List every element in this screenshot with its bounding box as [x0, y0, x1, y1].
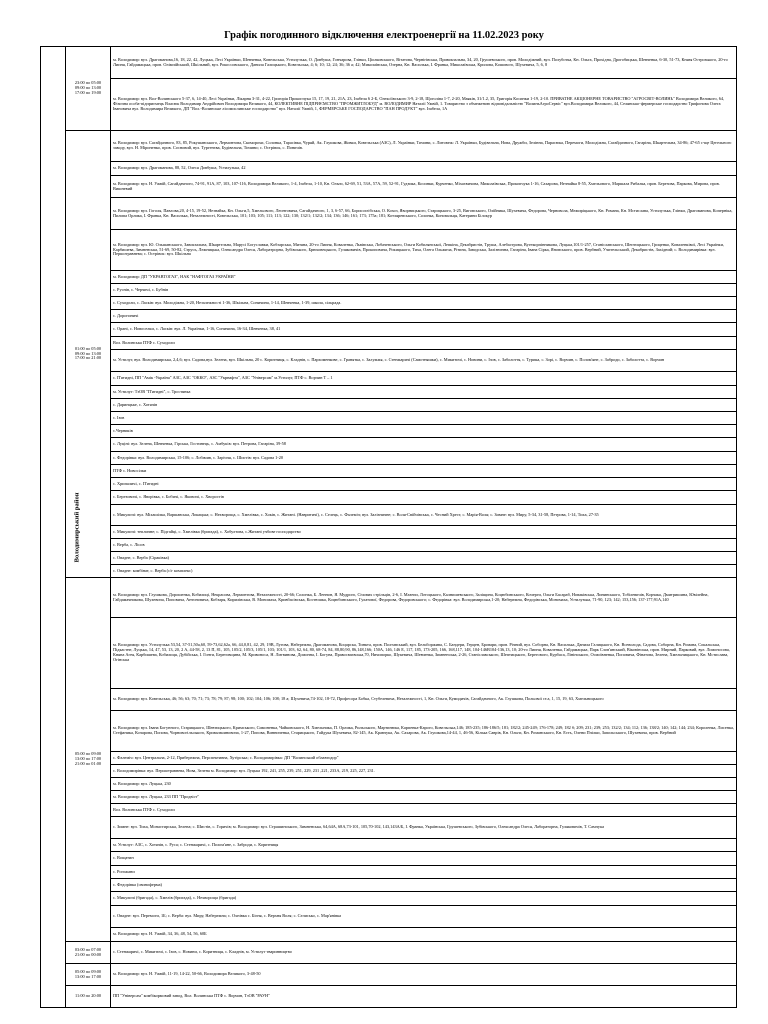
address-list: с. Фалеміч: вул. Центральна, 2-12, Прибережна, Перспективна, Хутірська; с. Володимирівка: ДП "Волинський облавтодор"	[111, 752, 737, 765]
time-slot-cell	[66, 47, 111, 131]
schedule-row	[41, 372, 737, 386]
time-slot: 21:00 по 00:00	[74, 951, 102, 957]
address-list: с. Луціні: вул. Зелена, Шевченка, Гірська, Гостинець, с. Амбуків: вул. Петрова, Гагаріна, 39-58	[111, 438, 737, 452]
schedule-row	[41, 79, 737, 131]
address-list: с. П'ятидні, ПП "Амік -Україна" АЗС, АЗС "ОККО", АЗС "Укрнафта", АЗС "Універсам" м.Устилуг, ПТФ с. Ворчин Т – 1	[111, 372, 737, 386]
region-label: Володимирський район	[73, 492, 81, 562]
schedule-row	[41, 297, 737, 310]
schedule-row	[41, 879, 737, 892]
address-list: с.Черників	[111, 425, 737, 438]
schedule-row	[41, 198, 737, 230]
address-list: Вол. Волинська ПТФ с. Суходоли	[111, 337, 737, 350]
schedule-row	[41, 539, 737, 552]
schedule-row	[41, 711, 737, 752]
time-slot: 09:00 по 13:00	[74, 85, 102, 91]
schedule-row	[41, 478, 737, 491]
address-list: с. Стенжаричі, с. Микитичі, с. Ізов, с. Новини, с. Коритниця, с. Кладнів, м. Устилуг тваринництво	[111, 942, 737, 964]
address-list: с. Березовичі, с. Яворівка, с. Бобичі, с. Яковичі, с. Хворостів	[111, 491, 737, 505]
address-list: с. Вощатин	[111, 852, 737, 866]
address-list: с. Микуличі: вул. Міхашілка, Варшавська, Локацька; с. Нехвороща, с. Хмелівка, с. Хоків, с. Житані. (Навритичі), с. Селець, с. Фалеміч; вул. Залізничне; с. Воля-Свійчівська, с. Чесний Хрест, с. Марія-Воля; с. Зимне: вул. Миру, 5-34, 31-58, Петрова, 1-14, Тиха, 27-35	[111, 505, 737, 526]
address-list: ПП "Універсам" комбікормовий завод, Вол. Волинська ПТФ с. Ворчин, ТзОВ "РАУН"	[111, 986, 737, 1008]
address-list: м. Володимир: вул. Ю. Ольшанського, Завокзальна, Шкартельна, Марусі Богуславки, Кобзарська, Митяна, 20-го Липня, Коваленка, Львівська, Лобачевського, Ольги Кобилянської, Лепкіна, Декабристів, Труша, Алебастрова, Вугекорпінникова, Луцька,101/1-257, Станіславського, Шептицького, Гриценко, Коваленківої, Лесі Українки, Карбишева, Зимненська, 51-69, 50-82, Струсь, Лежницька, Олександра Олеся, Лаборатрорна, Зубівського, Брюховецького, Гуляковичів, Прокоповича, Рокицького, Тиха, Олега Ольжича, Рітина, Заводська, Залізнична, Гагаріна, Івана Сірка, Яновського, пров. Вербний, Учительський, Декабристів, Західний; с. Володимирівка: вул. Першотравнева; с. Острівок: вул. Шкільна	[111, 230, 737, 271]
address-list: с. Рогожани	[111, 866, 737, 879]
address-list: с. Овадне, с. Верба (Сіраківка)	[111, 552, 737, 565]
time-slot: 09:00 по 13:00	[74, 350, 102, 356]
time-slot: 01:00 по 05:00	[74, 345, 102, 351]
address-list: с. Даринцьке, с. Хотячів	[111, 399, 737, 412]
time-slot: 13:00 по 17:00	[74, 756, 102, 762]
address-list: м. Володимир: вул. Гоголя, Павлова,20, 4-15, 19-52, Незнайка, Кн. Ольги,5, Хмельового, Леонтовича, Сагайдачного, 1, 3, 6-57, 66, Борисоглібська, О. Кохоз, Яворницького, Старицького, 3-25, Виговського, Олійника, Шухевича, Федорова, Черновола, Межиріцького, Кн. Романа, Кн. Мстислава, Устилузька, Глінки, Драгоманова, Копернікa, Пилипа Орлика, І. Франка, Кн. Василька, Незалежності, Ковельська, 101; 103; 105; 111; 113; 122; 130; 132/1; 132/2; 134; 136; 146; 161; 173; 175а; 181; Котляревського, Солонка, Коновальця, Катерини Білокур	[111, 198, 737, 230]
address-list: Вол. Волинська ПТФ с. Суходоли	[111, 804, 737, 817]
schedule-row	[41, 505, 737, 526]
schedule-row	[41, 465, 737, 478]
schedule-row	[41, 852, 737, 866]
schedule-row	[41, 271, 737, 284]
address-list: м. Володимир: вул. Івана Богунного, Старицького, Шевтицького, Кримського, Симоненка, Чайковського, Н. Хмельника, П. Орлика, Рильського, Мартинюка, Карпенка-Карого, Ковельська,146; 185-235; 186-186/5; 181; 182/2; 245-249; 176-178; 249; 182 б; 209; 231; 239; 253; 132/2; 134; 112; 136; 138/2; 140; 142; 144; 234; Короленка, Лисенка, Стефаника, Кочарова, Попова, Чорновогільського, Кривальчиновича, 1-27, Попова, Винниченка, Старицького, Гайдука Шухевича, 82-145, Ак. Кравчука, Ак. Сахарова, Ак. Глушкова,14-44, 1, 46-56, Кілька Саврів, Кн. Ольги, Кн. Романського, Кн. Есть, Олени Пчілки, Запольського, Шухевича, пров. Вербний	[111, 711, 737, 752]
address-list: с. Руснів, с. Черчичі, с. Бубнів	[111, 284, 737, 297]
time-slot-cell	[66, 942, 111, 964]
schedule-row	[41, 866, 737, 879]
schedule-row	[41, 986, 737, 1008]
schedule-row	[41, 230, 737, 271]
time-slot: 17:00 по 19:00	[74, 89, 102, 95]
outage-schedule-table	[40, 46, 737, 1008]
schedule-row	[41, 778, 737, 791]
schedule-row	[41, 552, 737, 565]
schedule-row	[41, 752, 737, 765]
schedule-row	[41, 565, 737, 578]
schedule-row	[41, 765, 737, 778]
address-list: м. Володимир: вул. Драгоманова,16, 18, 22, 42, Луцька, Лесі Українки, Шевченка, Ковельська, Устилузька, О. Довбуша, Гончарова, Глінки, Ціолковського, Вітатова, Чернігівська, Привокзальна, 34, 20, Грушевського, пров. Молодіжний, вул. Полуботка, Кн. Ольга, Прохідна, Дрогобицька, Шевченка, 6-30, 51-73, Князя Острозького, 20-го Липня, Гайдамацька, пров. Олімпійський, Шкільний, вул. Рокоссовського, Данила Галицького, Ковельська, 4; 6; 10; 12; 24; 36; 36 а; 42; Миколаївська, Озерна, Кн. Василька, І. Франка, Миколаївська, Крилова, Кошового, Шухевича, 5, 6, 8	[111, 47, 737, 79]
schedule-row	[41, 162, 737, 176]
address-list: м. Володимир: ДП "УКРАВТОГАЗ", НАК "НАФТОГАЗ УКРАЇНИ"	[111, 271, 737, 284]
time-slot: 13:00 по 17:00	[74, 973, 102, 979]
schedule-row	[41, 526, 737, 539]
time-slot: 17:00 по 21:00	[74, 355, 102, 361]
address-list: м. Володимир: вул. Драгоманова, 88, 52, Олеся Довбуша, Устилузька, 42	[111, 162, 737, 176]
address-list: м. Володимир: вул. Луцька, 233 ПП "Продвіст"	[111, 791, 737, 804]
schedule-row	[41, 491, 737, 505]
schedule-row	[41, 399, 737, 412]
schedule-row	[41, 47, 737, 79]
address-list: с. Овадне: вул. Перемоги, 1Б; с. Верба: вул. Миру, Набережна; с. Охнівка с. Бієня, с. Верхня Воля; с. Селисько, с. Мар'янівка	[111, 906, 737, 928]
schedule-row	[41, 350, 737, 372]
address-list: с. Суходоли, с. Ласків: вул. Молодіжна, 1-20, Незалежності 1-36, Шкільна, Соничина, 1-14, Шевченка, 1-39, школа, сільрада.	[111, 297, 737, 310]
address-list: м. Володимир: вул. Устилузька 53,54, 37-51,50а,60, 59-73,62,62а, 66, 44,0,81, 42, 29, 19В, Лугова, Набережна, Драгоманова, Коцарска, Тинкта, пров. Полтавський, вул. Бельборжива, С. Бандери, Герцен, Бровари, пров. Річний, вул. Соборна, Кн. Василька, Данила Галицького, Кн. Всеволода, Садова, Соборна, Кн. Романа, Сокальська, Підкастне, Луцька, 14, 47, 53, 13, 20, 2 А, 44-58, 2, 13 П, 81, 105, 105/2, 105/3, 105/1, 103; 101/1, 103, 62, 64, 80, 68-74, 84, 88,80,90, 86,148,166; 150А, 146, 146 Е, 117, 185, 173-205, 166, 168,117, 148, 104-146В104-136,13, 10; 20-го Липня, Коваленка, Гайдамацька, Парк Слов'янський, Віковінська, пров. Мирний, Парковий, вул. Ломоносова, Княна Агея, Карбишева, Кобилиця, Дубійська, І. Гонти, Береговщина, М. Кривоноса, Н. Литвинова, Домонна, І. Богуна, Правосваєвська,70, Ничипорко, Шукевича, Шевченка, Зимненська, 2-26, Станіславського, Шептицького, Берегового, Курбаса, Лінінського, Осмоївненка, Поповича, Фінатова, Зелена, Хмельницького, Кн. Мстислава, Огінська	[111, 618, 737, 689]
address-list: м. Устилуг: ТзОВ "П'ятидні", с. Тростянка	[111, 386, 737, 399]
time-slot: 11:00 по 20:00	[74, 993, 101, 999]
schedule-row	[41, 412, 737, 425]
schedule-row	[41, 438, 737, 452]
address-list: с. Микуличі (бригада), с. Хмелів (бригада), с. Нехвороща (бригада)	[111, 892, 737, 906]
time-slot-cell	[66, 578, 111, 942]
time-slot: 03:00 по 07:00	[74, 946, 102, 952]
schedule-row	[41, 839, 737, 852]
schedule-row	[41, 310, 737, 323]
schedule-row	[41, 323, 737, 337]
address-list: с. Володимирівка: вул. Першотравнева, Нова, Зелена м. Володимир: вул. Луцька 192, 241, 255, 239, 251, 229, 231 ,221, 233А, 219, 225, 227, 231.	[111, 765, 737, 778]
time-slot: 21:00 по 01:00	[74, 760, 102, 766]
schedule-row	[41, 964, 737, 986]
schedule-row	[41, 817, 737, 839]
schedule-row	[41, 386, 737, 399]
time-slot-cell	[66, 131, 111, 578]
schedule-row	[41, 892, 737, 906]
schedule-row	[41, 689, 737, 711]
schedule-row	[41, 337, 737, 350]
address-list: с. Хрипаличі, с. П'ятидні	[111, 478, 737, 491]
schedule-row	[41, 942, 737, 964]
address-list: м. Володимир: вул. Луцька, 230	[111, 778, 737, 791]
address-list: с. Зимне: вул. Тиха, Монастирська, Зелена; с. Шистів, с. Горичів; м. Володимир: вул. Страшинського, Зимненська, 64,64А, 68А,73-101, 105,70-102, 143,143А/Б, І. Франка, Українська, Грушевського, Зубівського, Олександра Олеся, Лабораторна, Гуляковичів, Т. Самчука	[111, 817, 737, 839]
schedule-row	[41, 425, 737, 438]
schedule-row	[41, 176, 737, 198]
schedule-row	[41, 906, 737, 928]
address-list: с. Верба, с. Лісов	[111, 539, 737, 552]
address-list: м. Устилуг, вул. Володимирська, 2,4,6; вул. Садова,вул. Зелена, вул. Шкільна, 20 с. Коритниця, с. Кладнів, с. Пархоменкове, с. Гранятка, с. Залужжя, с. Стенжаричі (Самотняшки), с. Микитичі, с. Новини, с. Ізов, с. Заболоття, с. Турика, с. Зорі, с. Ворчин, с. Полом'яне, с. Заброди, с. Заболотта, с. Ворчин	[111, 350, 737, 372]
address-list: с. Федорівка (свиноферма)	[111, 879, 737, 892]
address-list: м. Володимир: вул. Н. Ужвій, 34, 36, 48, 54, 56, 60Б	[111, 928, 737, 942]
time-slot: 05:00 по 09:00	[74, 968, 102, 974]
schedule-row	[41, 284, 737, 297]
address-list: с. Федорівка: вул. Володимирська, 15-106; с. Лобачив, с. Заріччя, с. Шистів: вул. Садова 1-20	[111, 452, 737, 465]
address-list: м. Устилуг: АЗС, с. Хотячів, с. Руса; с. Стенжаричі, с. Полом'яне, с. Заброди, с. Коритниця	[111, 839, 737, 852]
address-list: м. Володимир: вул. Н. Ужвій, Сагайдачного, 74-91, 91А, 87, 103, 107-116, Володимира Великого, 1-4, Ізабела, 1-10, Кн. Ольги, 62-69, 51, 53А, 57А, 59, 52-91, Гудзика, Косинки, Курченко, Міхаєвичова, Миколаївська, Прокопчука 1-16, Сахарова, Незнайка 8-55, Хмельового, Маршала Рибалка, пров. Березова, Паркова, Мирова, пров. Вишневий	[111, 176, 737, 198]
region-cell	[41, 47, 81, 1008]
schedule-row	[41, 618, 737, 689]
address-list: м. Володимир: вул. Глушкова, Дорошенка, Кобилиці, Некрасова, Лермонтова, Незалежності, 20-66; Солонка, Б. Леннон, Я. Мудрого, Січових стрільців, 2-6, І. Мазепи, Лотоцького, Калнишевського, Заліщина, Коцюбинського, Кочерги, Ольги Басараб, Новаківська, Лининського, Тобілевичів, Корчака, Дмитришина, Ювілейна, Гайдамачникова, Шухевича, Поповича, Антоновича, Кобзаря, Кирилівська, В. Мономаха, Кривбасівська, Костюшка, Коцюбинського, Гулатової, Федорова, Федоровського; с. Федорівка: вул. Володимирська,1-20; Набережна, Федорівська, Мономаха, Устилузька, 71-90, 123; 142; 153,156; 137-177;91А,140	[111, 578, 737, 618]
address-list: м. Володимир: вул. Сагайдачного, 83, 85, Рокушанського, Лермонтова, Скоморохи, Солонка, Тарасівка, Чуряй, Ак. Глушкова, Жовки, Ковельська (АЗС), Л. Українки, Тичини, с. Литовеж: Л. Українки, Будівельна, Нова, Дружби, Зелінна, Парасюка, Перемоги, Молодіжна, Сагайдачного, Гагаріна, Шкартельна, 34-86; 47-65 с-ще Цегельного заводу, вул. Н. Міроненко, пров. Сосновий, вул. Тургенєва, Будівельна, Тичини; с. Острівок, с. Поничів.	[111, 131, 737, 162]
address-list: м. Володимир: вул. Ковельська, 46; 56; 63; 70; 71; 73; 78; 79; 87; 98; 100; 102; 104; 106; 108; 18 а; Шухевича,74-102, 18-72, Професора Бобка, Стубелевича, Незалежності, 1, Кн. Ольги, Кумидичів, Сагайдачного, Ак. Глушкова, Польової ст.а, 1, 15, 19, 63, Хмельницького	[111, 689, 737, 711]
address-list: с. Микуличі: тепличне; с. Підгайці, с. Хмелівка (бригада), с. Хобултова, с.Житані учбове господарство	[111, 526, 737, 539]
address-list: ПТФ с. Новосілки	[111, 465, 737, 478]
address-list: с. Орані, с. Новоселки, с. Ласків: вул. Л. Українки, 1-16, Соничина, 16-34, Шевченка, 38, 41	[111, 323, 737, 337]
time-slot-cell	[66, 964, 111, 986]
schedule-row	[41, 452, 737, 465]
time-slot-cell	[66, 986, 111, 1008]
address-list: с. Овадне: комбінат, с. Верба (с/г комплекс)	[111, 565, 737, 578]
schedule-row	[41, 791, 737, 804]
time-slot: 23:00 по 05:00	[74, 80, 102, 86]
address-list: м. Володимир: вул. Н. Ужвій, 11-19, 14-22, 50-66, Володимира Великого, 3-48-50	[111, 964, 737, 986]
address-list: с. Дорогиничі	[111, 310, 737, 323]
schedule-row	[41, 578, 737, 618]
address-list: м. Володимир: вул. Вол-Волинського 5-37, 6, 14-40, Лесі Українки, Лікарня 3-31, 4-22, Григорія Прокопчука 15, 17, 19, 21, 21А, 23, Ізабела 6 2-Б, Олексіївського 3-9, 2-18, Щоголіва 1-7, 2-20, Маяків, 31/1.2, 35, Григорія Косинки 1-19, 2-10. ПРИВАТНЕ АКЦІОНЕРНЕ ТОВАРИСТВО "АГРОСВІТ-ВОЛИНЬ" Володимира Великого, 64, Фізична особа-підприємець Власюк Володимир Андрійович Володимира Великого, 44, КОЛЕКТИВНЕ ПІДПРИЄМСТВО "ПРОМЖИТЛОБУД" м. ВОЛОДИМИР Наталії Ужвій, 1. Товариство з обмеженою відповідальністю "ВолиньАгроСервіс" вул.Володимира Великого, 44, Селянсько-фермерське господарство Трифонова Олега Івановича вул. Володимира Великого, ДП "Вол.-Волинське лісомисливське господарство" вул. Наталії Ужвій, 1, ФЕРМЕРСЬКЕ ГОСПОДАРСТВО "ПАН ПРОДУКТ" вул. Ізабела, 1А	[111, 79, 737, 131]
address-list: с. Ізов	[111, 412, 737, 425]
schedule-row	[41, 131, 737, 162]
schedule-row	[41, 804, 737, 817]
schedule-row	[41, 928, 737, 942]
page-title: Графік погодинного відключення електроенергії на 11.02.2023 року	[224, 30, 544, 41]
time-slot: 05:00 по 09:00	[74, 751, 102, 757]
